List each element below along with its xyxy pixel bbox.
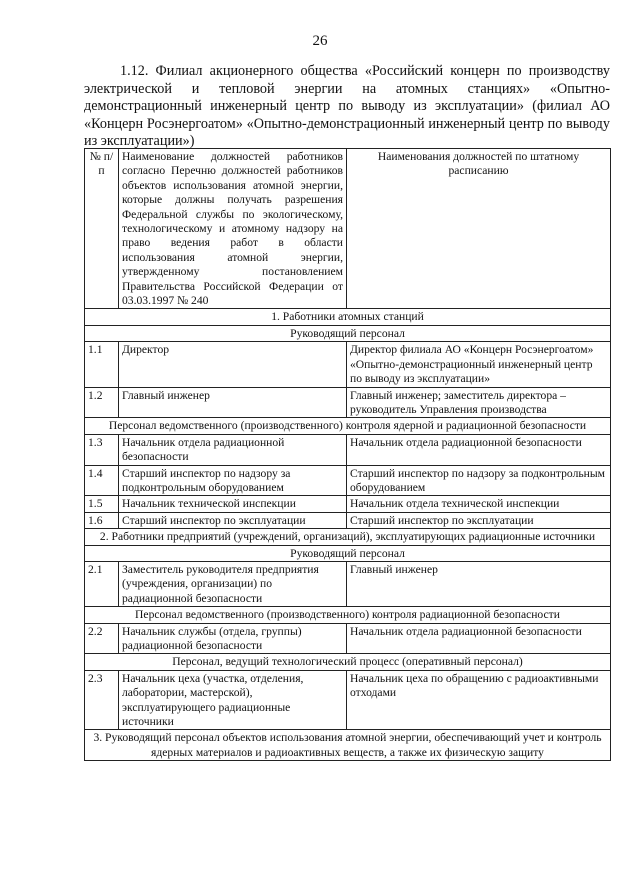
section-2-sub-1: Руководящий персонал xyxy=(85,545,611,561)
section-1-sub-2: Персонал ведомственного (производственного) контроля ядерной и радиационной безопасности xyxy=(85,418,611,434)
subsection-row xyxy=(85,325,611,341)
row-num: 2.2 xyxy=(85,623,119,654)
subsection-row xyxy=(85,418,611,434)
table-row xyxy=(85,465,611,496)
section-heading xyxy=(84,63,610,151)
table-row xyxy=(85,623,611,654)
subsection-row xyxy=(85,654,611,670)
table-row xyxy=(85,387,611,418)
section-heading-text: 1.12. Филиал акционерного общества «Российский концерн по производству электрической и тепловой энергии на атомных станциях» «Опытно-демонстрационный инженерный центр по выводу из эксплуатации» (филиал АО «Концерн Росэнергоатом» «Опытно-демонстрационный инженерный центр по выводу из эксплуатации») xyxy=(84,63,610,149)
row-position: Начальник технической инспекции xyxy=(119,496,347,512)
section-2-sub-3: Персонал, ведущий технологический процесс (оперативный персонал) xyxy=(85,654,611,670)
row-num: 2.1 xyxy=(85,561,119,606)
table-row xyxy=(85,434,611,465)
row-num: 1.2 xyxy=(85,387,119,418)
table-row xyxy=(85,670,611,730)
row-num: 1.3 xyxy=(85,434,119,465)
row-staff-position: Начальник отдела технической инспекции xyxy=(347,496,611,512)
section-2-title: 2. Работники предприятий (учреждений, организаций), эксплуатирующих радиационные источники xyxy=(85,529,611,545)
section-3-title: 3. Руководящий персонал объектов использования атомной энергии, обеспечивающий учет и контроль ядерных материалов и радиоактивных веществ, а также их физическую защиту xyxy=(85,730,611,761)
row-staff-position: Начальник цеха по обращению с радиоактивными отходами xyxy=(347,670,611,730)
section-1-title: 1. Работники атомных станций xyxy=(85,309,611,325)
row-num: 1.4 xyxy=(85,465,119,496)
row-staff-position: Директор филиала АО «Концерн Росэнергоатом» «Опытно-демонстрационный инженерный центр по выводу из эксплуатации» xyxy=(347,342,611,387)
row-position: Главный инженер xyxy=(119,387,347,418)
header-list-positions: Наименование должностей работников согласно Перечню должностей работников объектов использования атомной энергии, которые должны получать разрешения Федеральной службы по экологическому, технологическому и атомному надзору на право ведения работ в области использования атомной энергии, утвержденному постановлением Правительства Российской Федерации от 03.03.1997 № 240 xyxy=(119,149,347,309)
row-num: 1.5 xyxy=(85,496,119,512)
row-position: Директор xyxy=(119,342,347,387)
table-row xyxy=(85,561,611,606)
table-row xyxy=(85,342,611,387)
row-position: Начальник отдела радиационной безопасности xyxy=(119,434,347,465)
table-row xyxy=(85,496,611,512)
row-staff-position: Старший инспектор по надзору за подконтрольным оборудованием xyxy=(347,465,611,496)
row-staff-position: Начальник отдела радиационной безопасности xyxy=(347,623,611,654)
section-2-sub-2: Персонал ведомственного (производственного) контроля радиационной безопасности xyxy=(85,607,611,623)
row-staff-position: Главный инженер; заместитель директора – руководитель Управления производства xyxy=(347,387,611,418)
header-staff-positions: Наименования должностей по штатному расписанию xyxy=(347,149,611,309)
row-num: 1.1 xyxy=(85,342,119,387)
section-row xyxy=(85,309,611,325)
row-position: Начальник цеха (участка, отделения, лаборатории, мастерской), эксплуатирующего радиационные источники xyxy=(119,670,347,730)
row-staff-position: Старший инспектор по эксплуатации xyxy=(347,512,611,528)
row-position: Заместитель руководителя предприятия (учреждения, организации) по радиационной безопасности xyxy=(119,561,347,606)
row-staff-position: Главный инженер xyxy=(347,561,611,606)
page-number: 26 xyxy=(312,33,328,49)
header-num: № п/п xyxy=(85,149,119,309)
subsection-row xyxy=(85,545,611,561)
table-header-row xyxy=(85,149,611,309)
section-row xyxy=(85,730,611,761)
row-staff-position: Начальник отдела радиационной безопасности xyxy=(347,434,611,465)
positions-table xyxy=(84,148,611,761)
row-position: Начальник службы (отдела, группы) радиационной безопасности xyxy=(119,623,347,654)
table-row xyxy=(85,512,611,528)
row-position: Старший инспектор по эксплуатации xyxy=(119,512,347,528)
row-position: Старший инспектор по надзору за подконтрольным оборудованием xyxy=(119,465,347,496)
section-row xyxy=(85,529,611,545)
row-num: 2.3 xyxy=(85,670,119,730)
row-num: 1.6 xyxy=(85,512,119,528)
subsection-row xyxy=(85,607,611,623)
section-1-sub-1: Руководящий персонал xyxy=(85,325,611,341)
